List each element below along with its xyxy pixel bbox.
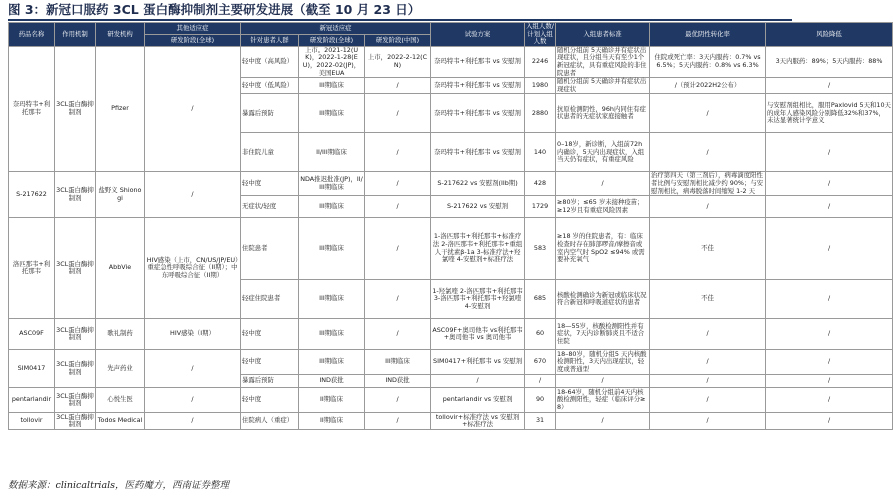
cell-enrollment: 428	[525, 172, 556, 196]
cell-population: 轻中度	[241, 350, 299, 375]
cell-risk-reduction: /	[766, 388, 893, 413]
cell-stage-china: /	[365, 94, 431, 133]
cell-design: ASC09F+奥司他韦 vs利托那韦+奥司他韦 vs 奥司他韦	[431, 319, 525, 350]
cell-criteria: ≥80岁；≤65 岁未接种疫苗；≥12岁且有重症风险因素	[556, 196, 650, 218]
cell-developer: AbbVie	[96, 218, 145, 319]
cell-population: 无症状/轻度	[241, 196, 299, 218]
cell-stage-global: III期临床	[299, 78, 365, 94]
header-other-indication: 其他适应症	[145, 23, 241, 35]
cell-drug: SIM0417	[9, 350, 55, 388]
cell-risk-reduction: /	[766, 413, 893, 430]
cell-design: 奈玛特韦+利托那韦 vs 安慰剂	[431, 78, 525, 94]
cell-negative-conversion: /	[650, 388, 766, 413]
cell-other-indication: /	[145, 350, 241, 388]
cell-stage-china: /	[365, 196, 431, 218]
table-row	[9, 172, 893, 196]
cell-mechanism: 3CL蛋白酶抑制剂	[55, 46, 96, 172]
cell-stage-global: IND获批	[299, 375, 365, 388]
cell-population: 暴露后预防	[241, 375, 299, 388]
header-other-stage: 研发阶段(全球)	[145, 34, 241, 46]
cell-mechanism: 3CL蛋白酶抑制剂	[55, 172, 96, 218]
cell-population: 轻中度	[241, 388, 299, 413]
cell-risk-reduction: 与安慰剂组相比，服用Paxlovid 5天和10天的成年人感染风险分别降低32%和37%，未达显著统计学意义	[766, 94, 893, 133]
cell-negative-conversion: 治疗第四天（第三剂后），病毒滴度阳性者比例与安慰剂相比减少约 90%；与安慰剂相比，病毒脱落时间缩短 1-2 天	[650, 172, 766, 196]
cell-negative-conversion: /	[650, 413, 766, 430]
cell-enrollment: 1980	[525, 78, 556, 94]
cell-criteria: 随机分组前 5天确诊并有症状出现症状	[556, 78, 650, 94]
cell-design: 1-洛匹那韦+利托那韦+标准疗法 2-洛匹那韦+利托那韦+重组人干扰素β-1a 3-标准疗法+羟氯喹 4-安慰剂+标准疗法	[431, 218, 525, 280]
header-mechanism: 作用机制	[55, 23, 96, 47]
cell-design: S-217622 vs 安慰剂(IIb期)	[431, 172, 525, 196]
table-row	[9, 218, 893, 280]
cell-stage-global: III期临床	[299, 319, 365, 350]
header-target-population: 针对患者人群	[241, 34, 299, 46]
cell-stage-global: III期临床	[299, 350, 365, 375]
cell-enrollment: 2880	[525, 94, 556, 133]
cell-drug: pentarlandir	[9, 388, 55, 413]
cell-population: 轻症住院患者	[241, 280, 299, 319]
cell-negative-conversion: /	[650, 319, 766, 350]
cell-criteria: 核酸检测确诊为新冠或临床状况符合新冠和呼吸道症状的患者	[556, 280, 650, 319]
cell-population: 轻中度	[241, 319, 299, 350]
cell-mechanism: 3CL蛋白酶抑制剂	[56, 412, 94, 429]
cell-criteria: /	[556, 375, 650, 388]
header-developer: 研发机构	[96, 23, 145, 47]
cell-risk-reduction: /	[766, 196, 893, 218]
cell-enrollment: 60	[525, 319, 556, 350]
cell-design: 奈玛特韦+利托那韦 vs 安慰剂	[431, 133, 525, 172]
cell-negative-conversion: 不佳	[650, 280, 766, 319]
cell-stage-china: /	[365, 172, 431, 196]
cell-population: 轻中度	[241, 172, 299, 196]
cell-criteria: ≥18 岁的住院患者，有：临床检查时存在肺部啰音/摩擦音或室内空气时 SpO2 ≤94% 或需要补充氧气	[556, 218, 650, 280]
cell-enrollment: 1729	[525, 196, 556, 218]
cell-stage-china: /	[365, 280, 431, 319]
cell-stage-china: 上市，2022-2-12(CN)	[365, 46, 431, 77]
header-drug: 药品名称	[9, 23, 55, 47]
cell-stage-china: /	[365, 218, 431, 280]
cell-population: 轻中度（低风险）	[241, 78, 299, 94]
cell-stage-global: 上市。2021-12(UK)，2022-1-28(EU)，2022-02(JP)，美国EUA	[299, 46, 365, 77]
cell-population: 住院患者	[241, 218, 299, 280]
cell-developer: 先声药业	[96, 350, 145, 388]
cell-stage-china: III期临床	[365, 350, 431, 375]
cell-mechanism: 3CL蛋白酶抑制剂	[55, 388, 96, 413]
cell-negative-conversion: 住院或死亡率：3天内服药：0.7% vs 6.5%；5天内服药：0.8% vs 6.3%	[650, 46, 766, 77]
cell-mechanism: 3CL蛋白酶抑制剂	[55, 319, 96, 350]
cell-enrollment: 2246	[525, 46, 556, 77]
cell-risk-reduction: 3天内服药：89%；5天内服药：88%	[766, 46, 893, 77]
header-negative-conversion: 最优阴性转化率	[650, 23, 766, 47]
cell-design: 奈玛特韦+利托那韦 vs 安慰剂	[431, 46, 525, 77]
cell-enrollment: 140	[525, 133, 556, 172]
cell-enrollment: 31	[525, 413, 556, 430]
header-stage-global: 研发阶段(全球)	[299, 34, 365, 46]
cell-negative-conversion: /	[650, 196, 766, 218]
cell-risk-reduction: /	[766, 172, 893, 196]
table-row	[9, 46, 893, 77]
header-covid-indication: 新冠适应症	[241, 23, 431, 35]
cell-stage-global: NDA推迟批准(JP)，II/III期临床	[299, 172, 365, 196]
pipeline-table	[8, 22, 893, 430]
cell-developer: 歌礼制药	[96, 319, 145, 350]
cell-enrollment: 685	[525, 280, 556, 319]
header-criteria: 入组患者标准	[556, 23, 650, 47]
cell-risk-reduction: /	[766, 350, 893, 375]
title-underline	[8, 19, 792, 21]
cell-stage-global: III期临床	[299, 218, 365, 280]
cell-stage-china: /	[365, 78, 431, 94]
cell-stage-global: III期临床	[299, 94, 365, 133]
cell-stage-china: /	[365, 133, 431, 172]
cell-risk-reduction: /	[766, 78, 893, 94]
cell-risk-reduction: /	[766, 280, 893, 319]
cell-stage-global: II期临床	[299, 388, 365, 413]
cell-population: 轻中度（高风险）	[241, 46, 299, 77]
cell-population: 住院病人（重症）	[241, 413, 299, 430]
cell-design: 1-羟氯喹 2-洛匹那韦+利托那韦 3-洛匹那韦+利托那韦+羟氯喹 4-安慰剂	[431, 280, 525, 319]
table-row	[9, 319, 893, 350]
header-trial-design: 试验方案	[431, 23, 525, 47]
cell-criteria: /	[556, 413, 650, 430]
cell-other-indication: HIV感染（I期）	[145, 319, 241, 350]
cell-other-indication: /	[145, 413, 241, 430]
cell-mechanism: 3CL蛋白酶抑制剂	[55, 350, 96, 388]
cell-negative-conversion: 不佳	[650, 218, 766, 280]
cell-mechanism: 3CL蛋白酶抑制剂	[55, 218, 96, 319]
cell-criteria: 随机分组前 5天确诊并有症状出现症状，且分组当天有至少1个新冠症状，具有重症风险的非住院患者	[556, 46, 650, 77]
cell-stage-global: III期临床	[299, 196, 365, 218]
cell-developer: 盐野义 Shionogi	[96, 172, 145, 218]
cell-drug: 洛匹那韦+利托那韦	[9, 218, 55, 319]
cell-other-indication: /	[145, 172, 241, 218]
cell-developer: Pfizer	[96, 46, 145, 172]
cell-stage-china: /	[365, 388, 431, 413]
header-enrollment: 入组人数/计划入组人数	[526, 22, 554, 46]
cell-enrollment: 670	[525, 350, 556, 375]
cell-risk-reduction: /	[766, 319, 893, 350]
cell-negative-conversion: /	[650, 94, 766, 133]
table-row	[9, 350, 893, 375]
cell-negative-conversion: /	[650, 350, 766, 375]
cell-design: /	[431, 375, 525, 388]
cell-design: pentarlandir vs 安慰剂	[431, 388, 525, 413]
cell-negative-conversion: /（预计2022H2公布）	[650, 78, 766, 94]
cell-design: 奈玛特韦+利托那韦 vs 安慰剂	[431, 94, 525, 133]
cell-other-indication: HIV感染（上市，CN/US/JP/EU）重症急性呼吸综合征（II期）；中东呼吸综合征（II期）	[145, 218, 241, 319]
cell-stage-global: III期临床	[299, 280, 365, 319]
cell-stage-global: II期临床	[299, 413, 365, 430]
cell-criteria: /	[556, 172, 650, 196]
table-row	[9, 388, 893, 413]
cell-enrollment: /	[525, 375, 556, 388]
cell-risk-reduction: /	[766, 375, 893, 388]
table-row	[9, 413, 893, 430]
figure-title: 图 3：新冠口服药 3CL 蛋白酶抑制剂主要研发进展（截至 10 月 23 日）	[8, 2, 421, 17]
cell-stage-china: /	[365, 319, 431, 350]
cell-risk-reduction: /	[766, 218, 893, 280]
cell-drug: S-217622	[9, 172, 55, 218]
cell-criteria: 18–80岁，随机分组5 天内核酸检测阳性，3天内出现症状，轻度或普通型	[556, 350, 650, 375]
cell-criteria: 18—55岁，核酸检测阳性并有症状，7天内诊断肺炎且不适合住院	[556, 319, 650, 350]
cell-stage-china: /	[365, 413, 431, 430]
cell-negative-conversion: /	[650, 375, 766, 388]
cell-design: tollovir+标准疗法 vs 安慰剂+标准疗法	[431, 413, 525, 430]
cell-stage-china: IND获批	[365, 375, 431, 388]
cell-design: SIM0417+利托那韦 vs 安慰剂	[431, 350, 525, 375]
table-container	[8, 22, 891, 430]
cell-negative-conversion: /	[650, 133, 766, 172]
cell-criteria: 抗原检测阴性，96h内同住有症状患者的无症状家庭接触者	[556, 94, 650, 133]
cell-criteria: 0–18岁，新诊断，入组前72h内确诊，5天内出现症状，入组当天仍有症状，有重症风险	[556, 133, 650, 172]
header-risk-reduction: 风险降低	[766, 23, 893, 47]
cell-drug: 奈玛特韦+利托那韦	[9, 46, 55, 172]
cell-risk-reduction: /	[766, 133, 893, 172]
cell-other-indication: /	[145, 46, 241, 172]
cell-criteria: 18-64岁，随机分组前4天内核酸检测阳性，轻症（临床评分≥8）	[556, 388, 650, 413]
cell-design: S-217622 vs 安慰剂	[431, 196, 525, 218]
cell-stage-global: II/III期临床	[299, 133, 365, 172]
cell-enrollment: 90	[525, 388, 556, 413]
cell-developer: Todos Medical	[96, 413, 145, 430]
cell-drug: tollovir	[9, 413, 55, 430]
cell-population: 暴露后预防	[241, 94, 299, 133]
cell-population: 非住院儿童	[241, 133, 299, 172]
cell-enrollment: 583	[525, 218, 556, 280]
source-note: 数据来源：clinicaltrials，医药魔方，西南证券整理	[8, 480, 230, 491]
cell-developer: 心悦生医	[96, 388, 145, 413]
header-stage-china: 研发阶段(中国)	[365, 34, 431, 46]
cell-other-indication: /	[145, 388, 241, 413]
cell-drug: ASC09F	[9, 319, 55, 350]
